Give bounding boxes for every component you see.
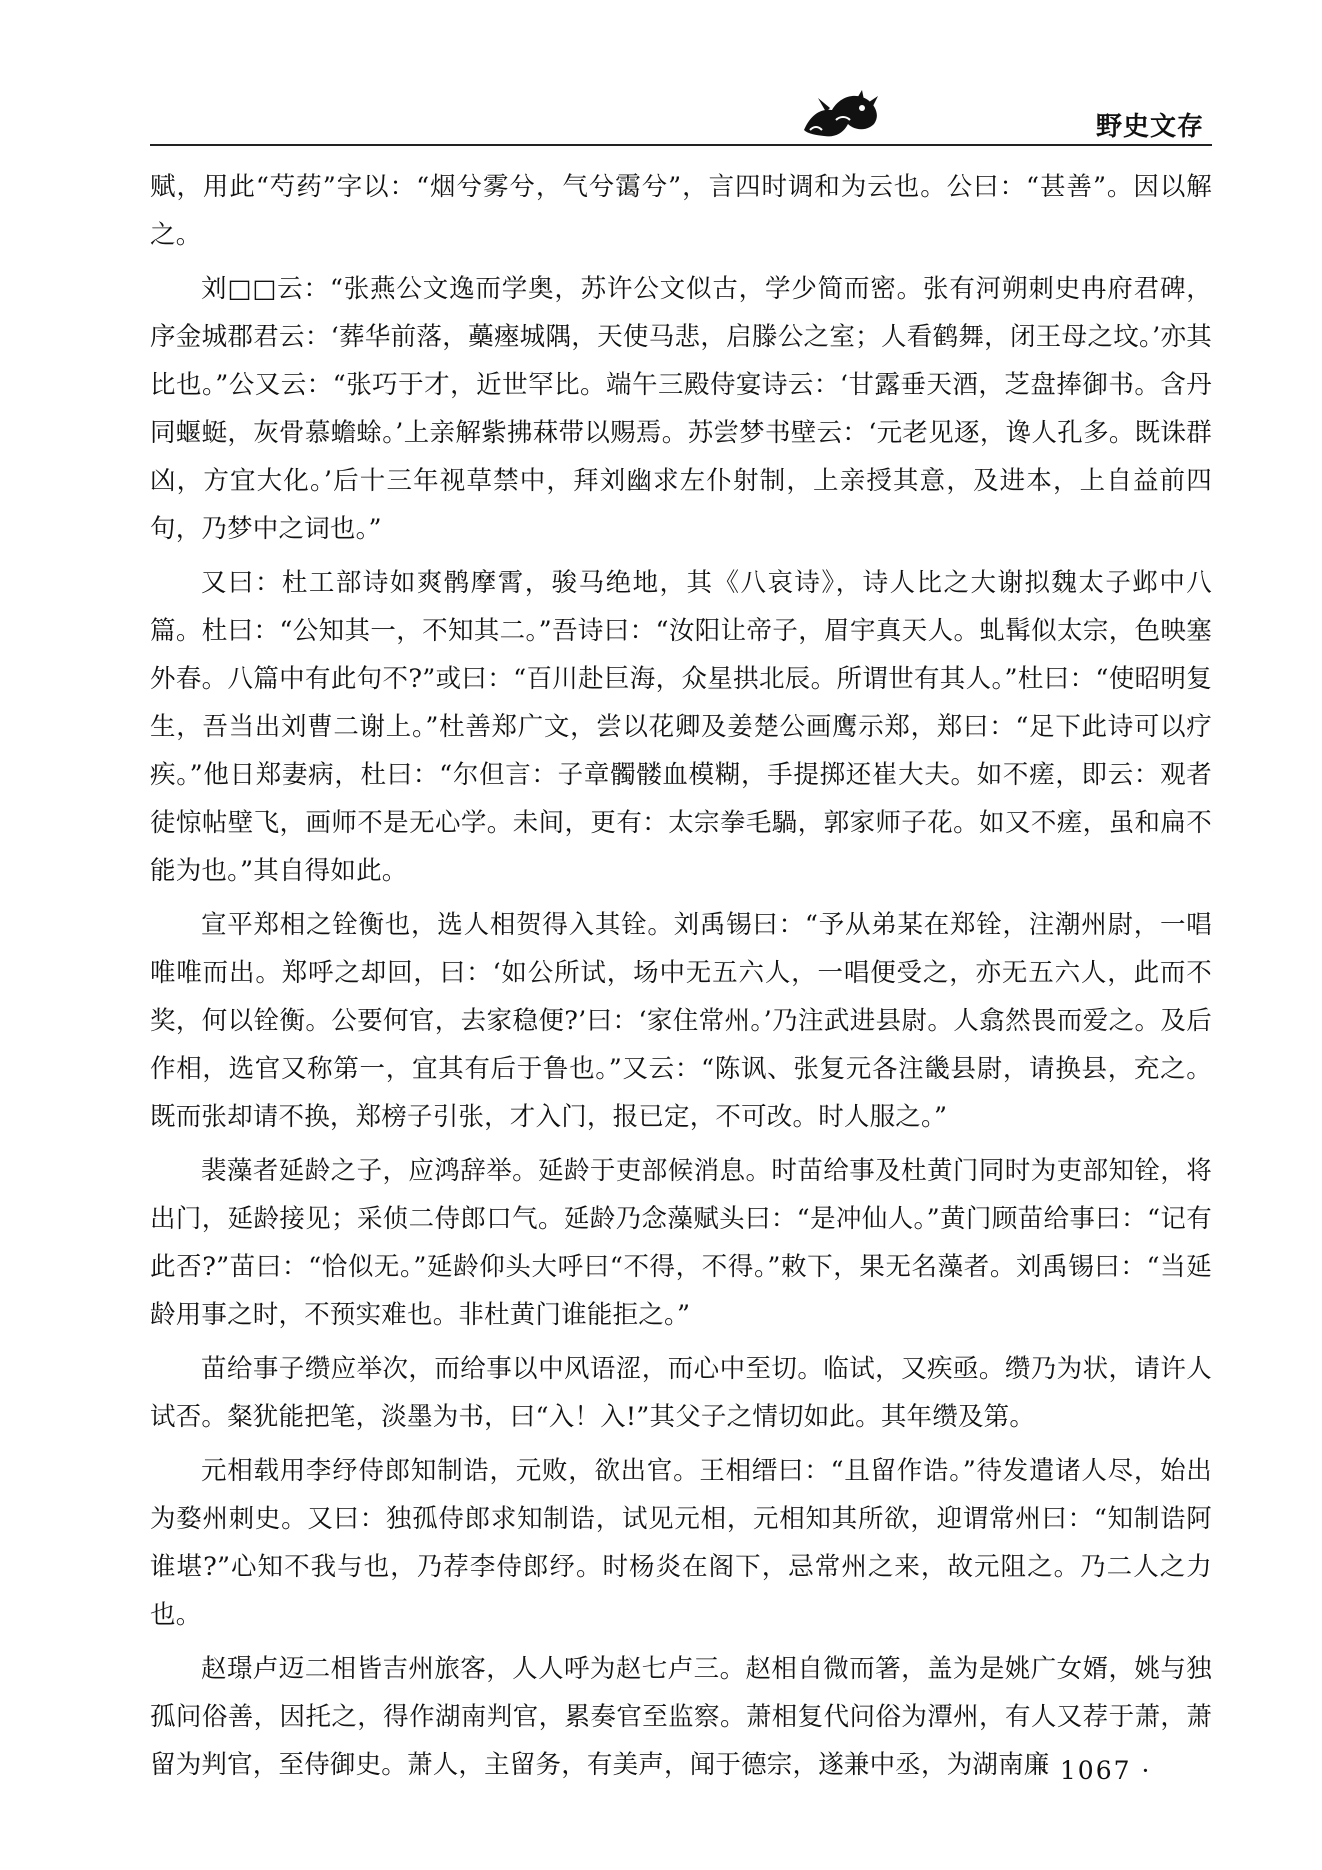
paragraph: 宣平郑相之铨衡也，选人相贺得入其铨。刘禹锡曰：“予从弟某在郑铨，注潮州尉，一唱唯唯而出。郑呼之却回，曰：‘如公所试，场中无五六人，一唱便受之，亦无五六人，此而不奖，何以铨衡。公要何官，去家稳便?’曰：‘家住常州。’乃注武进县尉。人翕然畏而爱之。及后作相，选官又称第一，宜其有后于鲁也。”又云：“陈讽、张复元各注畿县尉，请换县，充之。既而张却请不换，郑榜子引张，才入门，报已定，不可改。时人服之。” (150, 910, 1212, 1132)
page-number: · 1067 · (1040, 1756, 1152, 1785)
paragraph: 苗给事子缵应举次，而给事以中风语涩，而心中至切。临试，又疾亟。缵乃为状，请许人试否。粲犹能把笔，淡墨为书，曰“入！入!”其父子之情切如此。其年缵及第。 (150, 1354, 1212, 1432)
paragraph: 又曰：杜工部诗如爽鹘摩霄，骏马绝地，其《八哀诗》，诗人比之大谢拟魏太子邺中八篇。杜曰：“公知其一，不知其二。”吾诗曰：“汝阳让帝子，眉宇真天人。虬髯似太宗，色映塞外春。八篇中有此句不?”或曰：“百川赴巨海，众星拱北辰。所谓世有其人。”杜曰：“使昭明复生，吾当出刘曹二谢上。”杜善郑广文，尝以花卿及姜楚公画鹰示郑，郑曰：“足下此诗可以疗疾。”他日郑妻病，杜曰：“尔但言：子章髑髅血模糊，手提掷还崔大夫。如不瘥，即云：观者徒惊帖壁飞，画师不是无心学。未间，更有：太宗拳毛騧，郭家师子花。如又不瘥，虽和扁不能为也。”其自得如此。 (150, 568, 1212, 886)
paragraph: 刘□□云：“张燕公文逸而学奥，苏许公文似古，学少简而密。张有河朔刺史冉府君碑，序金城郡君云：‘葬华前落，蘽瘞城隅，天使马悲，启滕公之室；人看鹤舞，闭王母之坟。’亦其比也。”公又云：“张巧于才，近世罕比。端午三殿侍宴诗云：‘甘露垂天酒，芝盘捧御书。含丹同蝘蜓，灰骨慕蟾蜍。’上亲解紫拂菻带以赐焉。苏尝梦书壁云：‘元老见逐，谗人孔多。既诛群凶，方宜大化。’后十三年视草禁中，拜刘幽求左仆射制，上亲授其意，及进本，上自益前四句，乃梦中之词也。” (150, 274, 1212, 544)
paragraph: 裴藻者延龄之子，应鸿辞举。延龄于吏部候消息。时苗给事及杜黄门同时为吏部知铨，将出门，延龄接见；采侦二侍郎口气。延龄乃念藻赋头曰：“是冲仙人。”黄门顾苗给事曰：“记有此否?”苗曰：“恰似无。”延龄仰头大呼曰“不得，不得。”敕下，果无名藻者。刘禹锡曰：“当延龄用事之时，不预实难也。非杜黄门谁能拒之。” (150, 1156, 1212, 1330)
page-header (150, 76, 1212, 156)
body-text (150, 163, 1212, 1795)
dragon-emblem-icon (796, 86, 886, 144)
paragraph-continued: 赋，用此“芍药”字以：“烟兮雾兮，气兮霭兮”，言四时调和为云也。公曰：“甚善”。因以解之。 (150, 172, 1212, 250)
paragraph: 赵璟卢迈二相皆吉州旅客，人人呼为赵七卢三。赵相自微而箸，盖为是姚广女婿，姚与独孤问俗善，因托之，得作湖南判官，累奏官至监察。萧相复代问俗为潭州，有人又荐于萧，萧留为判官，至侍御史。萧人，主留务，有美声，闻于德宗，遂兼中丞，为湖南廉 (150, 1654, 1212, 1780)
book-title: 野史文存 (1095, 112, 1204, 142)
paragraph: 元相载用李纾侍郎知制诰，元败，欲出官。王相缙曰：“且留作诰。”待发遣诸人尽，始出为婺州刺史。又曰：独孤侍郎求知制诰，试见元相，元相知其所欲，迎谓常州曰：“知制诰阿谁堪?”心知不我与也，乃荐李侍郎纾。时杨炎在阁下，忌常州之来，故元阻之。乃二人之力也。 (150, 1456, 1212, 1630)
header-rule (150, 144, 1212, 146)
